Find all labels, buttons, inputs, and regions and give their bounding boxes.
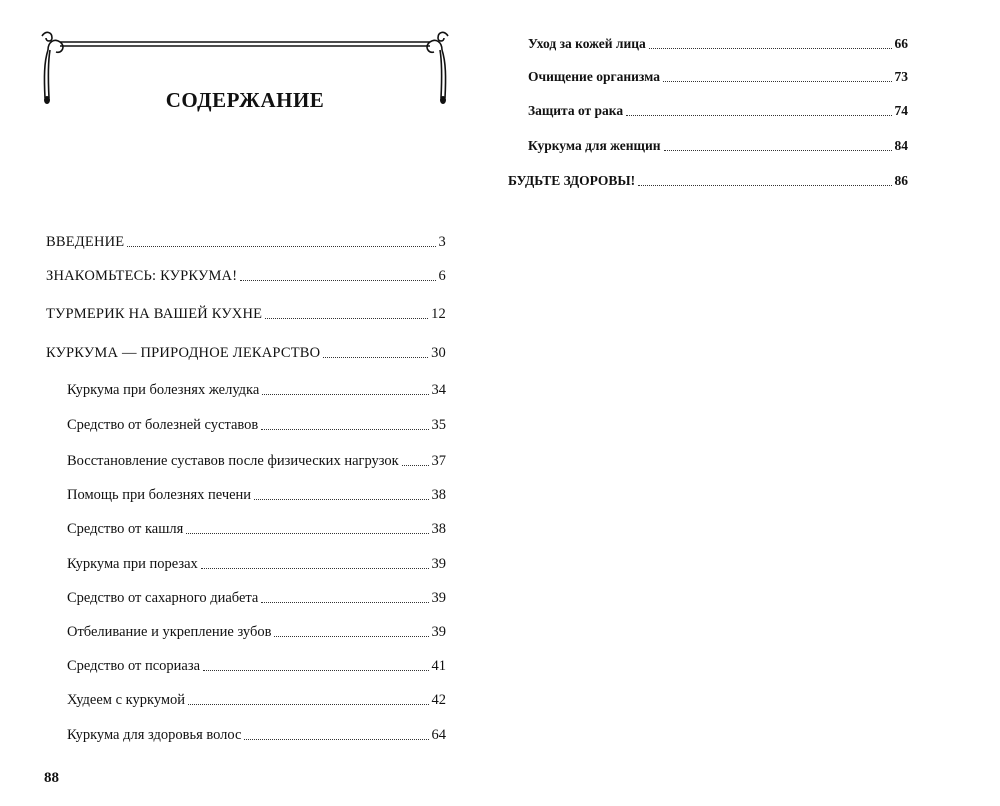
toc-subentry: Средство от сахарного диабета 39 xyxy=(67,590,446,606)
toc-entry: КУРКУМА — ПРИРОДНОЕ ЛЕКАРСТВО 30 xyxy=(46,345,446,361)
page-number: 88 xyxy=(44,770,59,786)
toc-subentry: Очищение организма 73 xyxy=(528,69,908,84)
toc-subentry: Худеем с куркумой 42 xyxy=(67,692,446,708)
toc-subentry: Куркума при порезах 39 xyxy=(67,556,446,572)
toc-subentry: Помощь при болезнях печени 38 xyxy=(67,487,446,503)
toc-subentry: Куркума при болезнях желудка 34 xyxy=(67,382,446,398)
toc-entry: ВВЕДЕНИЕ 3 xyxy=(46,234,446,250)
toc-subentry: Восстановление суставов после физических нагрузок 37 xyxy=(67,453,446,469)
toc-subentry: Средство от болезней суставов 35 xyxy=(67,417,446,433)
toc-subentry: Защита от рака 74 xyxy=(528,103,908,118)
toc-subentry: Уход за кожей лица 66 xyxy=(528,36,908,51)
page-title: СОДЕРЖАНИЕ xyxy=(165,88,325,112)
toc-subentry: Куркума для женщин 84 xyxy=(528,138,908,153)
toc-subentry: Средство от псориаза 41 xyxy=(67,658,446,674)
toc-entry: БУДЬТЕ ЗДОРОВЫ! 86 xyxy=(508,173,908,188)
toc-entry: ЗНАКОМЬТЕСЬ: КУРКУМА! 6 xyxy=(46,268,446,284)
toc-subentry: Куркума для здоровья волос 64 xyxy=(67,727,446,743)
toc-subentry: Отбеливание и укрепление зубов 39 xyxy=(67,624,446,640)
toc-entry: ТУРМЕРИК НА ВАШЕЙ КУХНЕ 12 xyxy=(46,306,446,322)
toc-subentry: Средство от кашля 38 xyxy=(67,521,446,537)
